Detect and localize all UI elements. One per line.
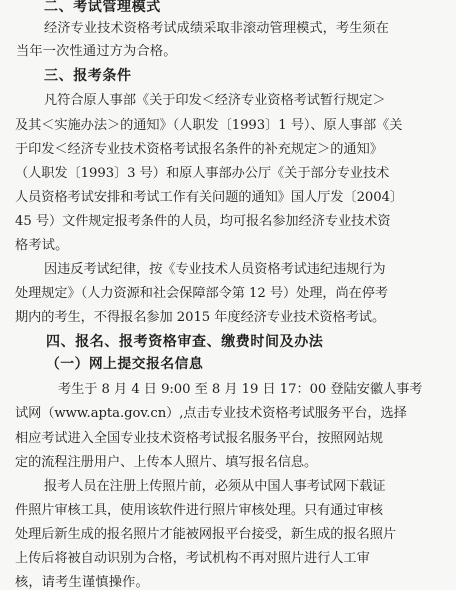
section-3-line-5: 人员资格考试安排和考试工作有关问题的通知》国人厅发〔2004〕 xyxy=(15,189,404,205)
section-3-line-9: 处理规定》（人力资源和社会保障部令第 12 号）处理，尚在停考 xyxy=(15,286,389,302)
section-3-line-2: 及其＜实施办法＞的通知》（人职发〔1993〕1 号）、原人事部《关 xyxy=(15,117,403,133)
section-3-line-10: 期内的考生，不得报名参加 2015 年度经济专业技术资格考试。 xyxy=(15,310,386,326)
section-3-line-7: 格考试。 xyxy=(15,237,69,253)
section-2-line-1: 经济专业技术资格考试成绩采取非滚动管理模式，考生须在 xyxy=(44,21,389,37)
section-2-title: 二、考试管理模式 xyxy=(44,0,161,15)
section-4-line-2: 试网（www.apta.gov.cn）,点击专业技术资格考试服务平台，选择 xyxy=(15,406,407,422)
section-3-line-4: （人职发〔1993〕3 号）和原人事部办公厅《关于部分专业技术 xyxy=(15,165,390,181)
section-4-line-9: 核，请考生谨慎操作。 xyxy=(15,575,149,590)
subsection-1-title: （一）网上提交报名信息 xyxy=(46,356,204,373)
section-4-line-8: 上传后将被自动识别为合格，考试机构不再对照片进行人工审 xyxy=(15,550,370,566)
section-4-title: 四、报名、报考资格审查、缴费时间及办法 xyxy=(46,334,324,351)
section-3-line-8: 因违反考试纪律，按《专业技术人员资格考试违纪违规行为 xyxy=(44,261,386,277)
section-4-line-7: 处理后新生成的报名照片才能被网报平台接受，新生成的报名照片 xyxy=(15,526,396,542)
section-4-line-1: 考生于 8 月 4 日 9:00 至 8 月 19 日 17：00 登陆安徽人事考 xyxy=(58,382,423,398)
section-4-line-4: 定的流程注册用户、上传本人照片、填写报名信息。 xyxy=(15,454,318,470)
section-4-line-6: 件照片审核工具，使用该软件进行照片审核处理。只有通过审核 xyxy=(15,502,383,518)
section-4-line-3: 相应考试进入全国专业技术资格考试报名服务平台，按照网站规 xyxy=(15,430,383,446)
section-3-line-6: 45 号）文件规定报考条件的人员，均可报名参加经济专业技术资 xyxy=(15,213,391,229)
section-2-line-2: 当年一次性通过方为合格。 xyxy=(16,44,177,60)
section-3-line-1: 凡符合原人事部《关于印发＜经济专业资格考试暂行规定＞ xyxy=(44,92,386,108)
section-3-title: 三、报考条件 xyxy=(44,67,132,84)
section-3-line-3: 于印发＜经济专业技术资格考试报名条件的补充规定＞的通知》 xyxy=(15,141,383,157)
section-4-line-5: 报考人员在注册上传照片前，必须从中国人事考试网下载证 xyxy=(44,478,386,494)
